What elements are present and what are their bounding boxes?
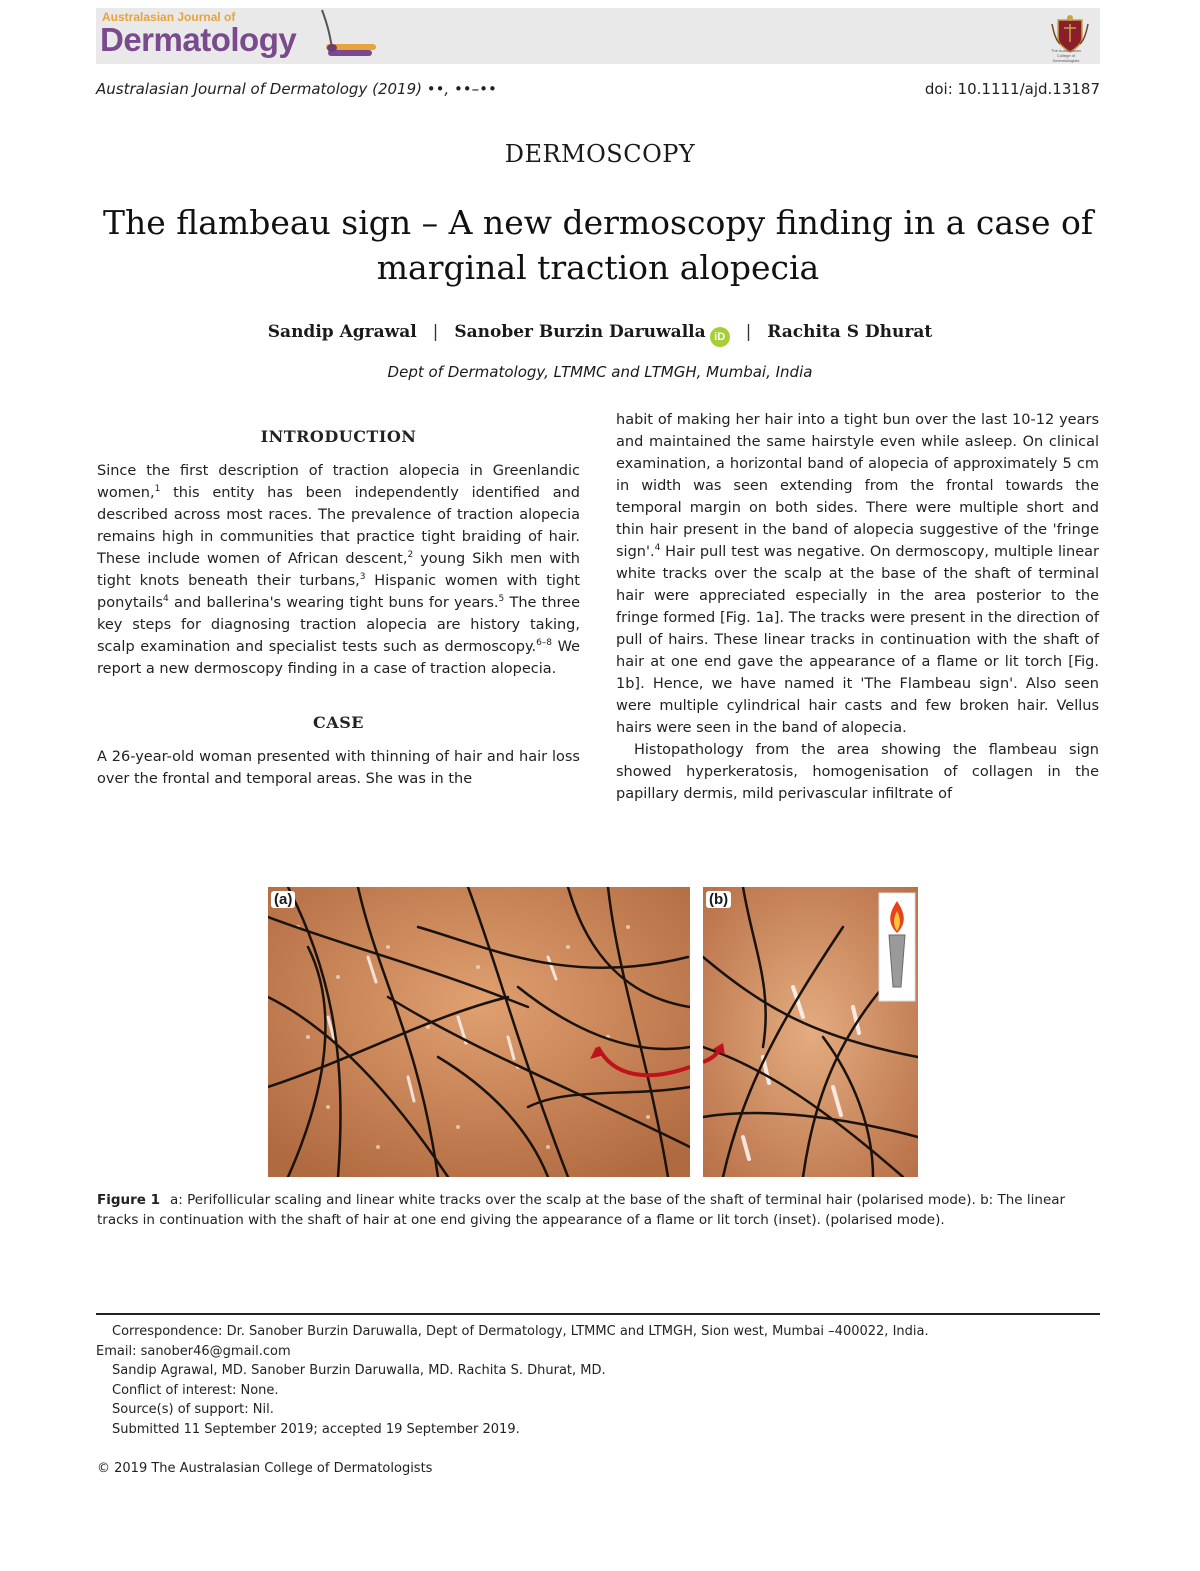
author-name[interactable]: Sanober Burzin Daruwalla <box>454 322 706 342</box>
case-paragraph-continued: habit of making her hair into a tight bun over the last 10-12 years and maintained the same hairstyle even while asleep. On clinical examination, a horizontal band of alopecia of approximately 5 cm in width was seen extending from the frontal towards the temporal margin on both sides. There were multiple short and thin hair present in the band of alopecia suggestive of the 'fringe sign'.$^4$ Hair pull test was negative. On dermoscopy, multiple linear white tracks over the scalp at the base of the shaft of terminal hair were appreciated especially in the area posterior to the fringe formed [Fig. 1a]. The tracks were present in the direction of pull of hairs. These linear tracks in continuation with the shaft of hair at one end gave the appearance of a flame or lit torch [Fig. 1b]. Hence, we have named it 'The Flambeau sign'. Also seen were multiple cylindrical hair casts and few broken hair. Vellus hairs were seen in the band of alopecia. <box>616 412 1099 736</box>
banner-journal-name: Dermatology <box>100 21 297 58</box>
citation-ref[interactable]: 2 <box>407 550 414 561</box>
footnote-divider <box>96 1313 1100 1315</box>
introduction-heading: INTRODUCTION <box>260 427 417 446</box>
citation-ref[interactable]: 1 <box>154 484 161 495</box>
citation-ref[interactable]: 4 <box>163 594 169 605</box>
panel-label-a: (a) <box>271 891 295 908</box>
left-column <box>97 426 580 790</box>
correspondence-note: Correspondence: Dr. Sanober Burzin Daruwalla, Dept of Dermatology, LTMMC and LTMGH, Sion west, Mumbai –400022, India. <box>112 1324 929 1339</box>
citation-ref[interactable]: 4 <box>654 543 661 554</box>
journal-banner <box>96 8 1100 64</box>
submission-dates: Submitted 11 September 2019; accepted 19 September 2019. <box>112 1421 520 1437</box>
article-title: The flambeau sign – A new dermoscopy finding in a case of marginal traction alopecia <box>102 203 1094 287</box>
affiliation: Dept of Dermatology, LTMMC and LTMGH, Mumbai, India <box>387 363 813 381</box>
figure-panel-b[interactable] <box>703 887 918 1177</box>
email-note[interactable]: Email: sanober46@gmail.com <box>96 1343 291 1359</box>
copyright: © 2019 The Australasian College of Dermatologists <box>97 1461 433 1476</box>
case-heading: CASE <box>313 713 364 732</box>
hair-follicle-logo-icon <box>314 8 382 64</box>
panel-label-b: (b) <box>706 891 731 908</box>
conflict-note: Conflict of interest: None. <box>112 1382 279 1398</box>
right-column <box>616 409 1099 805</box>
dermoscopy-image-a <box>268 887 690 1177</box>
citation-ref[interactable]: 5 <box>498 594 505 605</box>
author-separator: | <box>432 322 439 342</box>
citation-ref[interactable]: 3 <box>359 572 366 583</box>
journal-citation: Australasian Journal of Dermatology (2019) ••, ••–•• <box>96 80 497 98</box>
figure-caption-text: a: Perifollicular scaling and linear white tracks over the scalp at the base of the shaft of terminal hair (polarised mode). b: The linear tracks in continuation with the shaft of hair at one end giving the appearance of a flame or lit torch (inset). (polarised mode). <box>97 1192 1066 1228</box>
support-note: Source(s) of support: Nil. <box>112 1402 274 1417</box>
college-name: The Australasian College of Dermatologists <box>1051 48 1081 63</box>
doi: doi: 10.1111/ajd.13187 <box>924 80 1100 98</box>
citation-ref[interactable]: 6–8 <box>536 638 553 649</box>
author-separator: | <box>745 322 752 342</box>
figure-caption <box>97 1190 1100 1230</box>
case-paragraph: A 26-year-old woman presented with thinning of hair and hair loss over the frontal and temporal areas. She was in the <box>97 749 580 787</box>
dermoscopy-image-b <box>703 887 918 1177</box>
author-list <box>0 322 1200 347</box>
banner-journal-prefix: Australasian Journal of <box>102 10 236 24</box>
credentials-note: Sandip Agrawal, MD. Sanober Burzin Daruwalla, MD. Rachita S. Dhurat, MD. <box>112 1363 606 1378</box>
figure-panel-a[interactable] <box>268 887 690 1177</box>
footnotes <box>96 1322 1102 1439</box>
figure-caption-label: Figure 1 <box>97 1192 161 1208</box>
author-name[interactable]: Rachita S Dhurat <box>767 322 933 342</box>
article-section-label: DERMOSCOPY <box>504 140 696 168</box>
author-name[interactable]: Sandip Agrawal <box>267 322 417 342</box>
histopathology-paragraph: Histopathology from the area showing the flambeau sign showed hyperkeratosis, homogenisation of collagen in the papillary dermis, mild perivascular infiltrate of <box>616 742 1099 802</box>
introduction-paragraph: Since the first description of traction alopecia in Greenlandic women,$^1$ this entity has been independently identified and described across most races. The prevalence of traction alopecia remains high in communities that practice tight braiding of hair. These include women of African descent,$^2$ young Sikh men with tight knots beneath their turbans,$^3$ Hispanic women with tight ponytails$^4$ and ballerina's wearing tight buns for years.$^5$ The three key steps for diagnosing traction alopecia are history taking, scalp examination and specialist tests such as dermoscopy.$^{6-8}$ We report a new dermoscopy finding in a case of traction alopecia. <box>97 463 581 677</box>
orcid-icon[interactable]: iD <box>710 327 730 347</box>
